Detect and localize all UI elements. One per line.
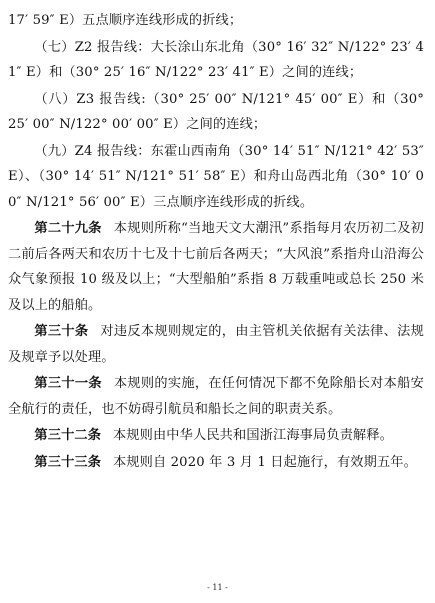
paragraph-text: （七）Z2 报告线：大长涂山东北角（30° 16′ 32″ N/122° 23′ 41″ E）和（30° 25′ 16″ N/122° 23′ 41″ E）之间的连线； bbox=[8, 39, 424, 80]
article-number: 第二十九条 bbox=[34, 221, 102, 236]
paragraph-text: 17′ 59″ E）五点顺序连线形成的折线； bbox=[8, 13, 243, 28]
article-number: 第三十三条 bbox=[34, 454, 102, 470]
article-number: 第三十条 bbox=[34, 324, 89, 339]
article-33 bbox=[8, 450, 424, 476]
paragraph-z3-report-line bbox=[8, 87, 424, 138]
article-text: 本规则所称“当地天文大潮汛”系指每月农历初二及初二前后各两天和农历十七及十七前后各两天；“大风浪”系指舟山沿海公众气象预报 10 级及以上；“大型船舶”系指 8 万载重吨或总长 250 米及以上的船舶。 bbox=[8, 221, 424, 313]
article-31 bbox=[8, 371, 424, 422]
paragraph-text: （九）Z4 报告线：东霍山西南角（30° 14′ 51″ N/121° 42′ 53″ E）、（30° 14′ 51″ N/121° 51′ 58″ E）和舟山岛西北角（30° 10′ 00″ N/121° 56′ 00″ E）三点顺序连线形成的折线。 bbox=[8, 143, 424, 210]
paragraph-continuation bbox=[8, 8, 424, 34]
document-body bbox=[8, 8, 424, 476]
article-text: 本规则自 2020 年 3 月 1 日起施行，有效期五年。 bbox=[112, 454, 417, 470]
article-text: 本规则的实施，在任何情况下都不免除船长对本船安全航行的责任，也不妨碍引航员和船长之间的职责关系。 bbox=[8, 376, 424, 417]
paragraph-z4-report-line bbox=[8, 139, 424, 216]
page-number: - 11 - bbox=[207, 583, 228, 592]
article-text: 本规则由中华人民共和国浙江海事局负责解释。 bbox=[112, 428, 394, 443]
article-29 bbox=[8, 216, 424, 318]
article-text: 对违反本规则规定的，由主管机关依据有关法律、法规及规章予以处理。 bbox=[8, 324, 424, 365]
article-30 bbox=[8, 319, 424, 370]
paragraph-text: （八）Z3 报告线:（30° 25′ 00″ N/121° 45′ 00″ E）和（30° 25′ 00″ N/122° 00′ 00″ E）之间的连线； bbox=[8, 91, 424, 132]
article-32 bbox=[8, 423, 424, 449]
article-number: 第三十一条 bbox=[34, 376, 102, 391]
paragraph-z2-report-line bbox=[8, 35, 424, 86]
article-number: 第三十二条 bbox=[34, 428, 102, 443]
